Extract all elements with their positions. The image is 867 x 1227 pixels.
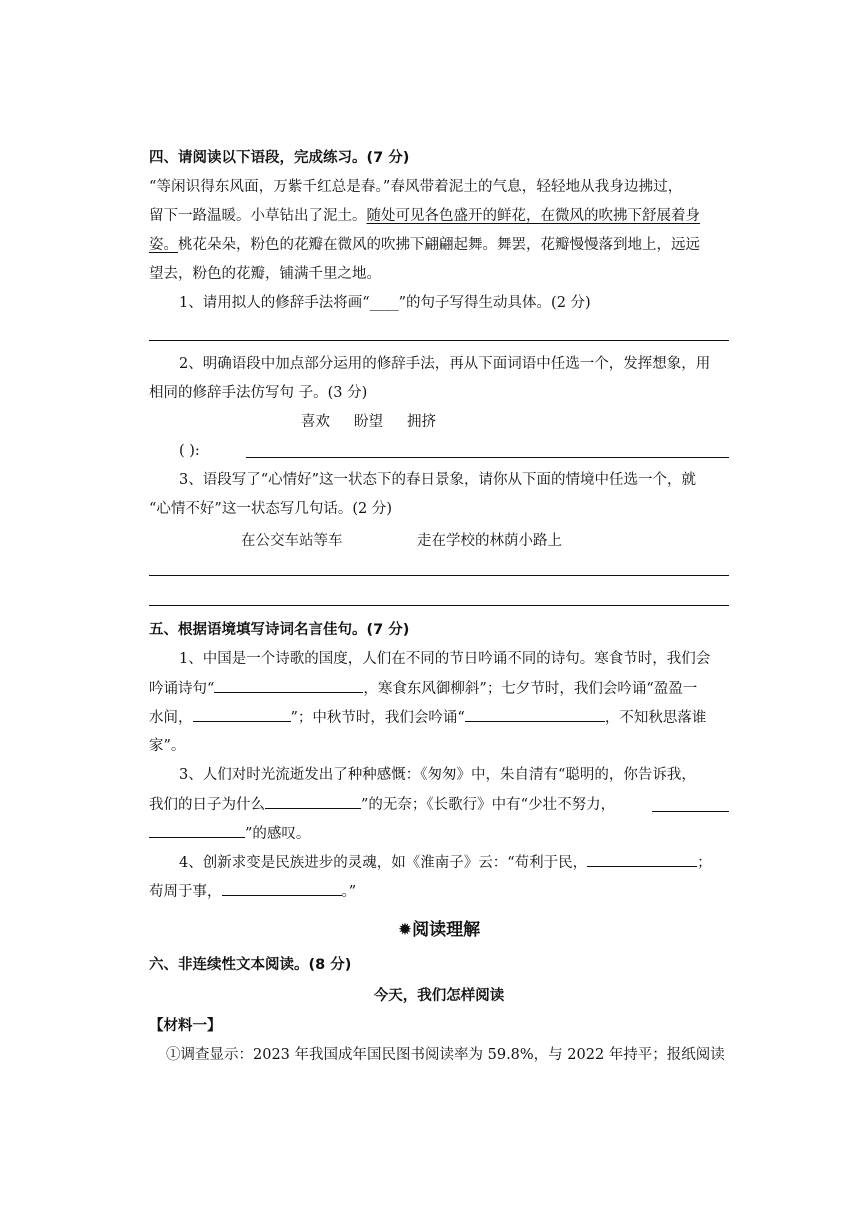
question-5-3-line-2 [149, 794, 615, 815]
scenario-option-1: 在公交车站等车 [241, 533, 343, 549]
text: 吟诵诗句“ [149, 681, 215, 697]
text: ”；中秋节时，我们会吟诵“ [290, 710, 465, 726]
question-5-1-line-4: 家”。 [149, 738, 186, 754]
text: 我们的日子为什么 [149, 797, 265, 813]
question-4-1: 1、请用拟人的修辞手法将画“____”的句子写得生动具体。(2 分) [179, 295, 591, 311]
text: ； [697, 855, 712, 871]
fill-blank[interactable] [652, 811, 729, 812]
question-5-3-line-1: 3、人们对时光流逝发出了种种感慨：《匆匆》中，朱自清有“聪明的，你告诉我， [179, 767, 696, 783]
answer-line[interactable] [149, 340, 729, 341]
passage-line-1: “等闲识得东风面，万紫千红总是春。”春风带着泥土的气息，轻轻地从我身边拂过， [149, 179, 683, 195]
passage-text: 留下一路温暖。小草钻出了泥土。 [149, 208, 367, 224]
fill-blank[interactable] [587, 852, 697, 867]
text: 。” [341, 884, 357, 900]
answer-line[interactable] [149, 605, 729, 606]
passage-line-4: 望去，粉色的花瓣，铺满千里之地。 [149, 266, 381, 282]
passage-line-2 [149, 206, 700, 226]
fill-blank[interactable] [214, 678, 363, 693]
text: 水间， [149, 710, 193, 726]
section6-heading: 六、非连续性文本阅读。(8 分) [149, 957, 352, 973]
answer-line[interactable] [149, 575, 729, 576]
fill-blank[interactable] [193, 707, 291, 722]
text: ，寒食东风御柳斜”；七夕节时，我们会吟诵“盈盈一 [363, 681, 698, 697]
word-option-2: 盼望 [354, 414, 383, 430]
question-5-1-line-3 [149, 707, 706, 728]
text: 4、创新求变是民族进步的灵魂，如《淮南子》云：“苟利于民， [179, 855, 588, 871]
question-4-2-line-1: 2、明确语段中加点部分运用的修辞手法，再从下面词语中任选一个，发挥想象，用 [179, 356, 711, 372]
underlined-sentence: 随处可见各色盛开的鲜花，在微风的吹拂下舒展着身 [366, 208, 700, 224]
passage-line-3 [149, 235, 700, 255]
question-4-3-line-1: 3、语段写了“心情好”这一状态下的春日景象，请你从下面的情境中任选一个，就 [179, 472, 697, 488]
fill-blank[interactable] [265, 794, 361, 809]
question-5-1-line-1: 1、中国是一个诗歌的国度，人们在不同的节日吟诵不同的诗句。寒食节时，我们会 [179, 651, 711, 667]
reading-banner [149, 918, 729, 942]
underlined-sentence-end: 姿。 [149, 237, 178, 253]
material-paragraph-1: ①调查显示：2023 年我国成年国民图书阅读率为 59.8%，与 2022 年持平；报纸阅读 [166, 1047, 725, 1063]
text: ”的感叹。 [245, 826, 311, 842]
section4-heading: 四、请阅读以下语段，完成练习。(7 分) [149, 150, 410, 166]
passage-text: 桃花朵朵，粉色的花瓣在微风的吹拂下翩翩起舞。舞罢，花瓣慢慢落到地上，远远 [178, 237, 700, 253]
fill-blank[interactable] [149, 823, 245, 838]
scenario-option-2: 走在学校的林荫小路上 [417, 533, 562, 549]
question-5-3-line-3 [149, 823, 310, 844]
reading-banner-label: 阅读理解 [412, 920, 481, 940]
fill-blank[interactable] [465, 707, 605, 722]
paren-label: ( ): [179, 443, 200, 459]
question-5-4-line-1 [179, 852, 712, 873]
text: ”的无奈；《长歌行》中有“少壮不努力， [361, 797, 616, 813]
material-label: 【材料一】 [149, 1018, 222, 1034]
text: 苟周于事， [149, 884, 222, 900]
article-title: 今天，我们怎样阅读 [373, 988, 505, 1004]
question-5-4-line-2 [149, 881, 356, 902]
sun-icon: ✹ [397, 920, 413, 940]
question-4-2-line-2: 相同的修辞手法仿写句 子。(3 分) [149, 385, 368, 401]
question-4-3-line-2: “心情不好”这一状态写几句话。(2 分) [149, 501, 392, 517]
text: ，不知秋思落谁 [604, 710, 707, 726]
question-5-1-line-2 [149, 678, 697, 699]
word-option-1: 喜欢 [301, 414, 330, 430]
section5-heading: 五、根据语境填写诗词名言佳句。(7 分) [149, 622, 410, 638]
fill-blank[interactable] [222, 881, 342, 896]
answer-line[interactable] [246, 457, 729, 458]
word-option-3: 拥挤 [407, 414, 436, 430]
